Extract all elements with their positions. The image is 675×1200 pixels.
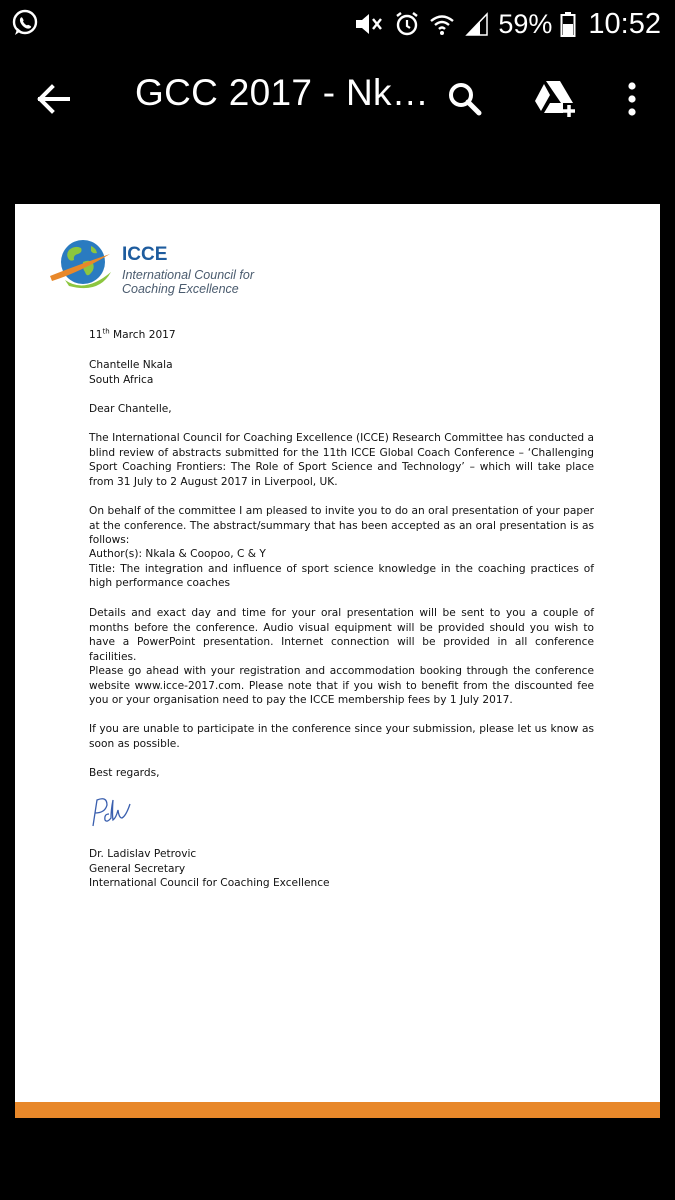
app-bar — [0, 48, 675, 148]
signatory-name: Dr. Ladislav Petrovic — [89, 848, 197, 860]
search-icon — [447, 81, 483, 117]
salutation: Dear Chantelle, — [89, 403, 172, 415]
paragraph-5-text: If you are unable to participate in the conference since your submission, please let us know as soon as possible. — [89, 723, 594, 750]
paragraph-4-text: Please go ahead with your registration and accommodation booking through the conference website www.icce-2017.com. Please note that if you wish to benefit from the discounted fee you or your organisation need to pay the ICCE membership fees by 1 July 2017. — [89, 665, 594, 706]
signatory-role: General Secretary — [89, 862, 186, 875]
status-icons — [352, 0, 661, 48]
date-suffix: th — [102, 327, 110, 336]
recipient-country: South Africa — [89, 373, 154, 386]
add-to-drive-button[interactable] — [528, 72, 582, 126]
battery-icon — [560, 10, 576, 38]
recipient-address — [89, 358, 594, 387]
whatsapp-icon — [10, 8, 40, 38]
date-rest: March 2017 — [109, 329, 176, 341]
date-day: 11 — [89, 329, 103, 341]
wifi-icon — [428, 10, 456, 38]
battery-percentage: 59% — [498, 8, 553, 39]
search-button[interactable] — [440, 74, 490, 124]
signatory-organisation: International Council for Coaching Excellence — [89, 877, 330, 889]
letterhead-footer-bar — [15, 1102, 660, 1118]
closing: Best regards, — [89, 767, 160, 779]
paragraph-2-text: On behalf of the committee I am pleased to invite you to do an oral presentation of your paper at the conference. The abstract/summary that has been accepted as an oral presentation is as follows: — [89, 505, 594, 546]
paragraph-1-text: The International Council for Coaching Excellence (ICCE) Research Committee has conducted a blind review of abstracts submitted for the 11th ICCE Global Coach Conference – ‘Challenging Sport Coaching Frontiers: The Role of Sport Science and Technology’ – which will take place from 31 July to 2 August 2017 in Liverpool, UK. — [89, 432, 594, 488]
logo-subtitle-line1: International Council for — [122, 268, 255, 282]
more-vertical-icon — [627, 82, 637, 116]
more-options-button[interactable] — [612, 74, 652, 124]
signatory-block — [89, 847, 594, 891]
mute-icon — [352, 10, 386, 38]
paragraph-1 — [89, 431, 594, 489]
abstract-title: Title: The integration and influence of sport science knowledge in the coaching practices of high performance coaches — [89, 562, 594, 589]
document-page[interactable] — [15, 204, 660, 1118]
clock: 10:52 — [588, 7, 661, 40]
paragraph-3-text: Details and exact day and time for your oral presentation will be sent to you a couple of months before the conference. Audio visual equipment will be provided should you wish to have a PowerPoint presentation. Internet connection will be provided in all conference facilities. — [89, 607, 594, 663]
paragraph-2 — [89, 504, 594, 548]
abstract-details — [89, 547, 594, 591]
back-arrow-icon — [36, 84, 70, 114]
status-bar — [0, 0, 675, 48]
back-button[interactable] — [28, 74, 78, 124]
letter-date — [89, 328, 594, 343]
paragraph-5 — [89, 722, 594, 751]
logo-subtitle — [122, 268, 254, 296]
add-to-drive-icon — [533, 79, 577, 119]
logo-name: ICCE — [122, 244, 168, 265]
abstract-authors: Author(s): Nkala & Coopoo, C & Y — [89, 548, 266, 560]
paragraph-4 — [89, 664, 594, 708]
alarm-icon — [394, 10, 420, 38]
icce-logo — [45, 232, 285, 298]
recipient-name: Chantelle Nkala — [89, 359, 173, 371]
document-title: GCC 2017 - Nk… — [135, 72, 430, 113]
globe-logo-icon — [45, 232, 121, 298]
signal-icon — [464, 10, 490, 38]
paragraph-3 — [89, 606, 594, 664]
signature-image — [87, 792, 147, 832]
logo-subtitle-line2: Coaching Excellence — [122, 282, 239, 296]
